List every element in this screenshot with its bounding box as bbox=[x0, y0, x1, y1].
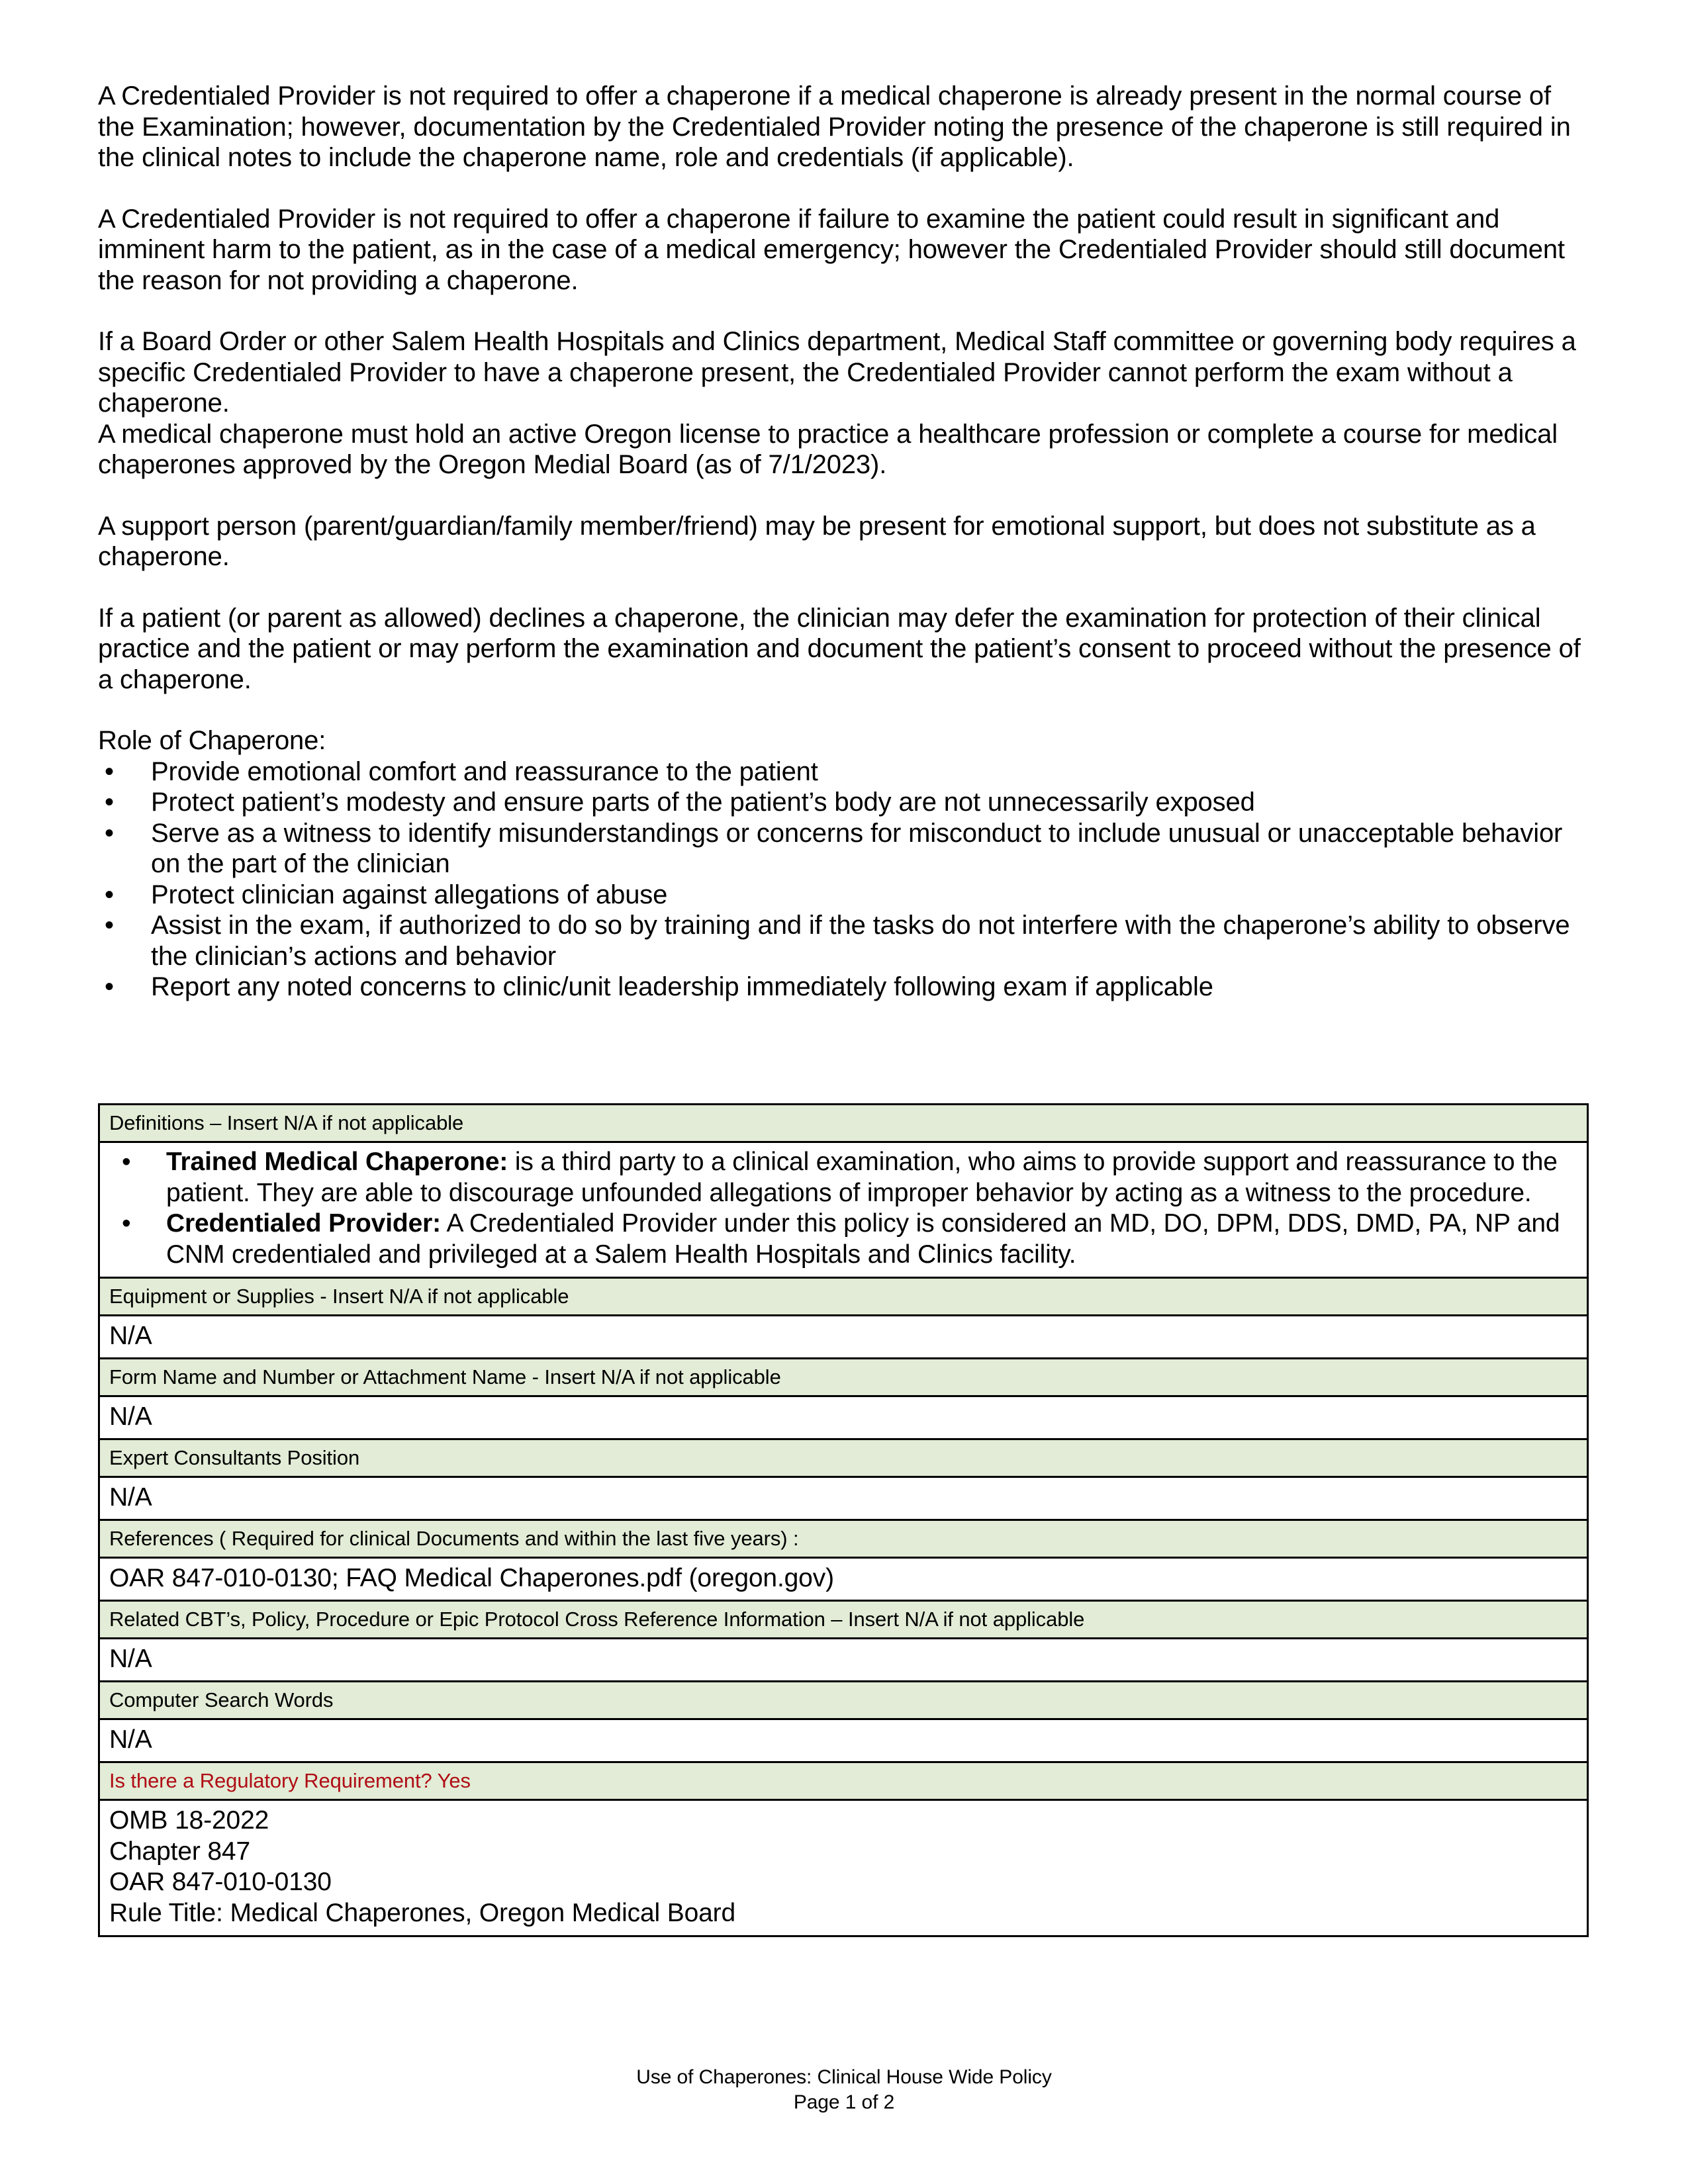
bullet-icon: • bbox=[105, 911, 114, 940]
table-row bbox=[99, 1800, 1588, 1936]
table-row bbox=[99, 1105, 1588, 1142]
role-of-chaperone-heading: Role of Chaperone: bbox=[98, 726, 326, 755]
definitions-value-cell bbox=[99, 1142, 1588, 1278]
list-item-label: Assist in the exam, if authorized to do so by training and if the tasks do not interfere with the chaperone’s ability to observe the clinician’s actions and behavior bbox=[151, 911, 1570, 971]
table-row bbox=[99, 1601, 1588, 1639]
references-value-cell: OAR 847-010-0130; FAQ Medical Chaperones.pdf (oregon.gov) bbox=[99, 1558, 1588, 1601]
list-item-label: Provide emotional comfort and reassurance to the patient bbox=[151, 756, 818, 786]
policy-metadata-table bbox=[98, 1103, 1589, 1937]
expert-consultants-header-cell: Expert Consultants Position bbox=[99, 1439, 1588, 1477]
equipment-value-cell: N/A bbox=[99, 1316, 1588, 1359]
table-row bbox=[99, 1558, 1588, 1601]
table-row bbox=[99, 1142, 1588, 1278]
list-item bbox=[98, 910, 1587, 972]
list-item-label: Report any noted concerns to clinic/unit leadership immediately following exam if applicable bbox=[151, 972, 1213, 1001]
paragraph-spacer bbox=[98, 572, 1587, 603]
table-row bbox=[99, 1762, 1588, 1800]
paragraph-spacer bbox=[98, 296, 1587, 326]
list-item bbox=[98, 880, 1587, 911]
equipment-header-cell: Equipment or Supplies - Insert N/A if not applicable bbox=[99, 1278, 1588, 1316]
list-item bbox=[100, 1208, 1575, 1270]
list-item-label: Serve as a witness to identify misunderstandings or concerns for misconduct to include unusual or unacceptable behavior on the part of the clinician bbox=[151, 818, 1563, 878]
table-row bbox=[99, 1719, 1588, 1762]
definition-text: A Credentialed Provider under this policy is considered an MD, DO, DPM, DDS, DMD, PA, NP and CNM credentialed and privileged at a Salem Health Hospitals and Clinics facility. bbox=[166, 1209, 1560, 1269]
search-words-header-cell: Computer Search Words bbox=[99, 1682, 1588, 1719]
list-item-label: Protect patient’s modesty and ensure parts of the patient’s body are not unnecessarily exposed bbox=[151, 788, 1255, 817]
bullet-icon: • bbox=[105, 788, 114, 817]
paragraph-spacer bbox=[98, 173, 1587, 204]
list-item bbox=[98, 787, 1587, 818]
paragraph-spacer bbox=[98, 695, 1587, 725]
list-item-label: Protect clinician against allegations of abuse bbox=[151, 880, 668, 909]
table-row bbox=[99, 1396, 1588, 1439]
paragraph-chaperone-already-present: A Credentialed Provider is not required to offer a chaperone if a medical chaperone is already present in the normal course of the Examination; however, documentation by the Credentialed Provider noting the presence of the chaperone is still required in the clinical notes to include the chaperone name, role and credentials (if applicable). bbox=[98, 81, 1571, 172]
role-of-chaperone-list bbox=[98, 756, 1587, 1003]
regulatory-line: OAR 847-010-0130 bbox=[109, 1868, 332, 1896]
definitions-list bbox=[100, 1147, 1575, 1270]
document-body bbox=[98, 81, 1587, 1003]
list-item bbox=[100, 1147, 1575, 1208]
regulatory-requirement-value-cell bbox=[99, 1800, 1588, 1936]
regulatory-requirement-header-cell: Is there a Regulatory Requirement? Yes bbox=[99, 1762, 1588, 1800]
footer-page-number: Page 1 of 2 bbox=[793, 2091, 895, 2113]
expert-consultants-value-cell: N/A bbox=[99, 1477, 1588, 1520]
footer-title: Use of Chaperones: Clinical House Wide Policy bbox=[636, 2066, 1052, 2088]
related-cbt-header-cell: Related CBT’s, Policy, Procedure or Epic Protocol Cross Reference Information – Insert N/A if not applicable bbox=[99, 1601, 1588, 1639]
table-row bbox=[99, 1278, 1588, 1316]
paragraph-spacer bbox=[98, 480, 1587, 511]
table-row bbox=[99, 1316, 1588, 1359]
regulatory-line: Rule Title: Medical Chaperones, Oregon Medical Board bbox=[109, 1898, 736, 1927]
paragraph-oregon-license: A medical chaperone must hold an active Oregon license to practice a healthcare profession or complete a course for medical chaperones approved by the Oregon Medial Board (as of 7/1/2023). bbox=[98, 419, 1558, 479]
bullet-icon: • bbox=[105, 818, 114, 848]
paragraph-emergency-exception: A Credentialed Provider is not required to offer a chaperone if failure to examine the patient could result in significant and imminent harm to the patient, as in the case of a medical emergency; however the Credentialed Provider should still document the reason for not providing a chaperone. bbox=[98, 204, 1565, 295]
related-cbt-value-cell: N/A bbox=[99, 1639, 1588, 1682]
bullet-icon: • bbox=[105, 756, 114, 786]
form-value-cell: N/A bbox=[99, 1396, 1588, 1439]
list-item bbox=[98, 972, 1587, 1003]
table-row bbox=[99, 1359, 1588, 1396]
table-row bbox=[99, 1439, 1588, 1477]
definition-term: Trained Medical Chaperone: bbox=[166, 1148, 508, 1176]
table-row bbox=[99, 1477, 1588, 1520]
form-header-cell: Form Name and Number or Attachment Name - Insert N/A if not applicable bbox=[99, 1359, 1588, 1396]
regulatory-line: Chapter 847 bbox=[109, 1837, 251, 1866]
list-item bbox=[98, 818, 1587, 880]
page-footer bbox=[0, 2065, 1688, 2115]
definition-term: Credentialed Provider: bbox=[166, 1209, 441, 1238]
table-row bbox=[99, 1682, 1588, 1719]
bullet-icon: • bbox=[122, 1209, 131, 1238]
bullet-icon: • bbox=[105, 880, 114, 909]
table-row bbox=[99, 1639, 1588, 1682]
definitions-header-cell: Definitions – Insert N/A if not applicable bbox=[99, 1105, 1588, 1142]
regulatory-line: OMB 18-2022 bbox=[109, 1806, 269, 1835]
paragraph-declines-chaperone: If a patient (or parent as allowed) declines a chaperone, the clinician may defer the examination for protection of their clinical practice and the patient or may perform the examination and document the patient’s consent to proceed without the presence of a chaperone. bbox=[98, 603, 1581, 694]
table-row bbox=[99, 1520, 1588, 1558]
list-item bbox=[98, 756, 1587, 788]
bullet-icon: • bbox=[122, 1148, 131, 1176]
definition-text: is a third party to a clinical examination, who aims to provide support and reassurance to the patient. They are able to discourage unfounded allegations of improper behavior by acting as a witness to the procedure. bbox=[166, 1148, 1558, 1207]
paragraph-support-person: A support person (parent/guardian/family member/friend) may be present for emotional support, but does not substitute as a chaperone. bbox=[98, 511, 1536, 571]
bullet-icon: • bbox=[105, 972, 114, 1001]
references-header-cell: References ( Required for clinical Documents and within the last five years) : bbox=[99, 1520, 1588, 1558]
search-words-value-cell: N/A bbox=[99, 1719, 1588, 1762]
paragraph-board-order: If a Board Order or other Salem Health Hospitals and Clinics department, Medical Staff committee or governing body requires a specific Credentialed Provider to have a chaperone present, the Credentialed Provider cannot perform the exam without a chaperone. bbox=[98, 327, 1576, 418]
